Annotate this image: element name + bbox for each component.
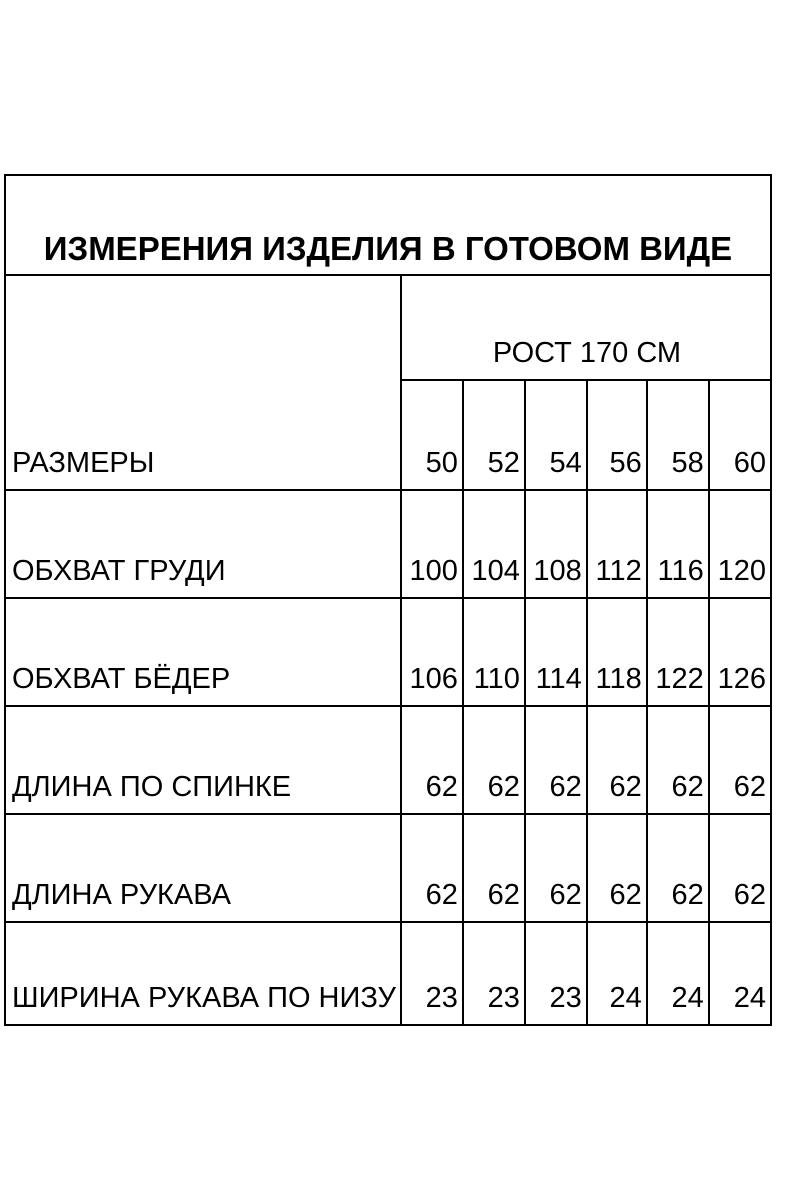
cell-value: 62 xyxy=(463,814,525,922)
cell-value: 114 xyxy=(525,598,587,706)
cell-value: 62 xyxy=(647,706,709,814)
cell-value: 62 xyxy=(587,706,647,814)
height-header: РОСТ 170 СМ xyxy=(401,276,770,380)
title-row xyxy=(6,176,770,276)
table-row xyxy=(6,598,770,706)
table-row xyxy=(6,706,770,814)
row-label: ДЛИНА РУКАВА xyxy=(6,814,401,922)
cell-value: 100 xyxy=(401,490,463,598)
size-value: 52 xyxy=(463,380,525,490)
row-label: ОБХВАТ БЁДЕР xyxy=(6,598,401,706)
size-chart xyxy=(4,174,772,1026)
cell-value: 120 xyxy=(709,490,770,598)
cell-value: 62 xyxy=(401,814,463,922)
table-row xyxy=(6,814,770,922)
cell-value: 62 xyxy=(463,706,525,814)
table-row xyxy=(6,922,770,1024)
row-label-sizes: РАЗМЕРЫ xyxy=(6,276,401,490)
header-row xyxy=(6,276,770,380)
cell-value: 110 xyxy=(463,598,525,706)
cell-value: 62 xyxy=(525,706,587,814)
cell-value: 122 xyxy=(647,598,709,706)
cell-value: 116 xyxy=(647,490,709,598)
cell-value: 62 xyxy=(587,814,647,922)
cell-value: 108 xyxy=(525,490,587,598)
cell-value: 62 xyxy=(709,706,770,814)
row-label: ДЛИНА ПО СПИНКЕ xyxy=(6,706,401,814)
cell-value: 23 xyxy=(525,922,587,1024)
row-label: ШИРИНА РУКАВА ПО НИЗУ xyxy=(6,922,401,1024)
cell-value: 106 xyxy=(401,598,463,706)
size-value: 50 xyxy=(401,380,463,490)
size-value: 58 xyxy=(647,380,709,490)
row-label: ОБХВАТ ГРУДИ xyxy=(6,490,401,598)
cell-value: 62 xyxy=(647,814,709,922)
measurements-table xyxy=(6,276,770,1024)
cell-value: 62 xyxy=(525,814,587,922)
cell-value: 23 xyxy=(401,922,463,1024)
cell-value: 62 xyxy=(401,706,463,814)
cell-value: 24 xyxy=(647,922,709,1024)
cell-value: 126 xyxy=(709,598,770,706)
cell-value: 118 xyxy=(587,598,647,706)
table-row xyxy=(6,490,770,598)
size-value: 54 xyxy=(525,380,587,490)
cell-value: 62 xyxy=(709,814,770,922)
size-value: 56 xyxy=(587,380,647,490)
cell-value: 23 xyxy=(463,922,525,1024)
cell-value: 24 xyxy=(587,922,647,1024)
cell-value: 24 xyxy=(709,922,770,1024)
cell-value: 104 xyxy=(463,490,525,598)
chart-title: ИЗМЕРЕНИЯ ИЗДЕЛИЯ В ГОТОВОМ ВИДЕ xyxy=(43,230,733,267)
cell-value: 112 xyxy=(587,490,647,598)
size-value: 60 xyxy=(709,380,770,490)
